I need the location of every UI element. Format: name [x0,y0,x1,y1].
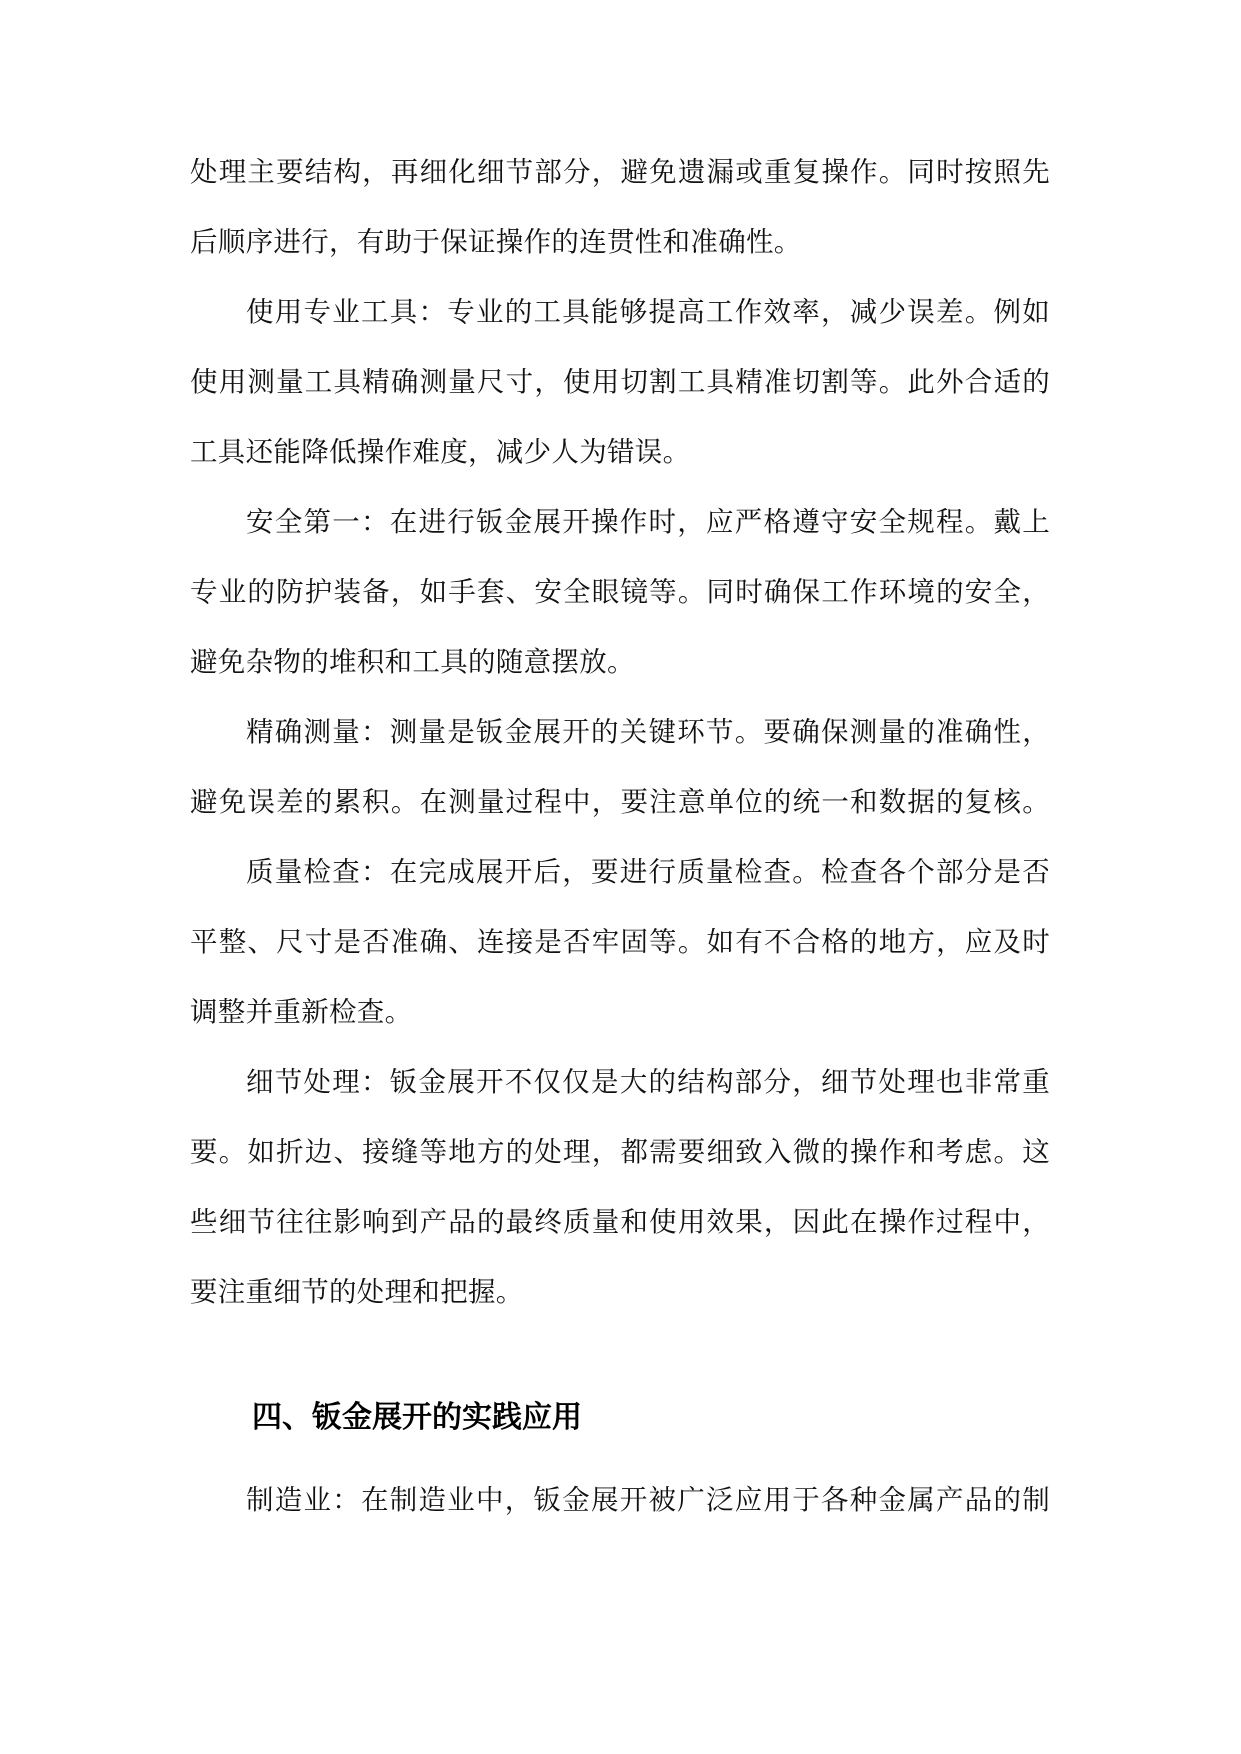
paragraph-text-line: 质量检查：在完成展开后，要进行质量检查。检查各个部分是否 [246,856,1050,888]
paragraph-text-line: 安全第一：在进行钣金展开操作时，应严格遵守安全规程。戴上 [246,506,1050,538]
paragraph-text-line: 制造业：在制造业中，钣金展开被广泛应用于各种金属产品的制 [246,1484,1050,1516]
paragraph-text-line: 处理主要结构，再细化细节部分，避免遗漏或重复操作。同时按照先 [190,156,1050,188]
paragraph-text-line: 使用专业工具：专业的工具能够提高工作效率，减少误差。例如 [246,296,1050,328]
section-heading: 四、钣金展开的实践应用 [252,1400,582,1435]
paragraph-text-line: 后顺序进行，有助于保证操作的连贯性和准确性。 [190,226,802,258]
paragraph-text-line: 避免杂物的堆积和工具的随意摆放。 [190,646,635,678]
paragraph-text-line: 避免误差的累积。在测量过程中，要注意单位的统一和数据的复核。 [190,786,1050,818]
paragraph-text-line: 调整并重新检查。 [190,996,413,1028]
paragraph-text-line: 平整、尺寸是否准确、连接是否牢固等。如有不合格的地方，应及时 [190,926,1050,958]
paragraph-text-line: 工具还能降低操作难度，减少人为错误。 [190,436,691,468]
paragraph-text-line: 精确测量：测量是钣金展开的关键环节。要确保测量的准确性， [246,716,1050,748]
paragraph-text-line: 使用测量工具精确测量尺寸，使用切割工具精准切割等。此外合适的 [190,366,1050,398]
paragraph-text-line: 要。如折边、接缝等地方的处理，都需要细致入微的操作和考虑。这 [190,1136,1050,1168]
paragraph-text-line: 些细节往往影响到产品的最终质量和使用效果，因此在操作过程中， [190,1206,1050,1238]
paragraph-text-line: 细节处理：钣金展开不仅仅是大的结构部分，细节处理也非常重 [246,1066,1050,1098]
paragraph-text-line: 专业的防护装备，如手套、安全眼镜等。同时确保工作环境的安全， [190,576,1050,608]
paragraph-text-line: 要注重细节的处理和把握。 [190,1276,524,1308]
